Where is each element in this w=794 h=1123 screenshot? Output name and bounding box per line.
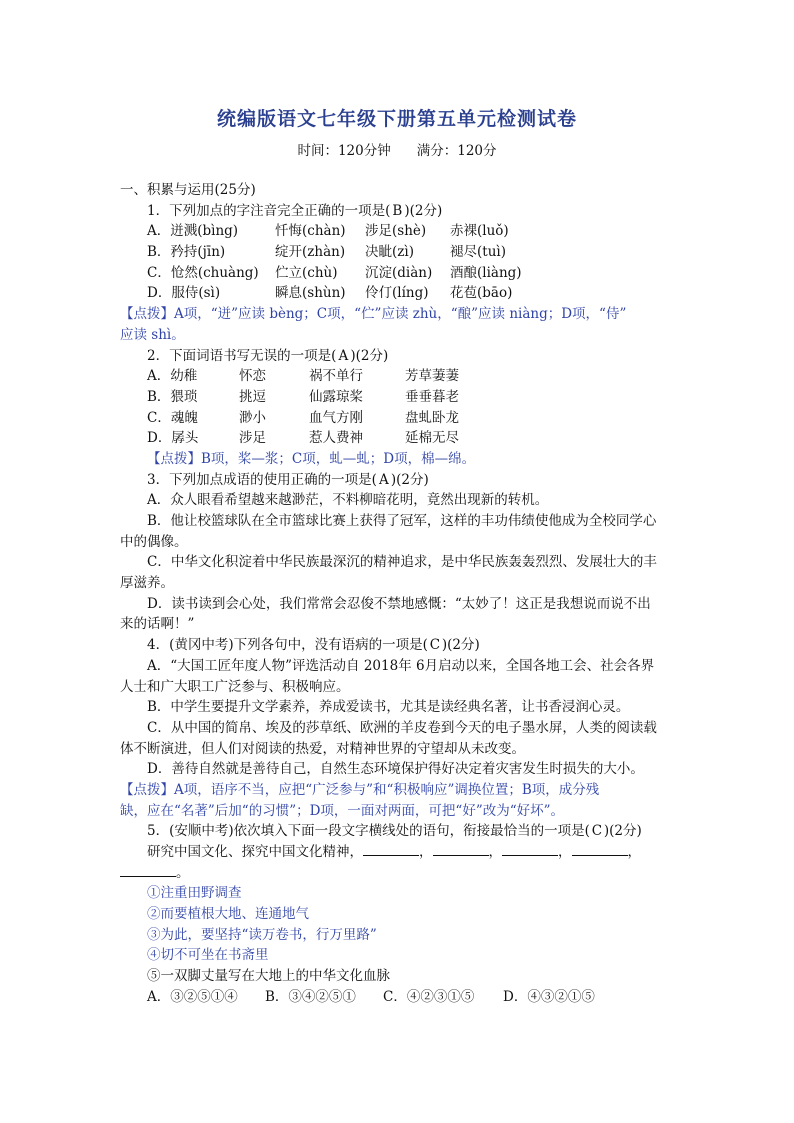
full-score: 满分：120分	[416, 143, 497, 159]
question-5-choices	[120, 987, 680, 1008]
choice-d: D．④③②①⑤	[503, 988, 595, 1005]
question-4-tip: 【点拨】A项，语序不当，应把“广泛参与”和“积极响应”调换位置；B项，成分残	[120, 781, 600, 798]
answer-blank[interactable]	[502, 842, 558, 856]
choice-b: B．③④②⑤①	[265, 988, 356, 1005]
question-3-option-c: C．中华文化积淀着中华民族最深沉的精神追求，是中华民族轰轰烈烈、发展壮大的丰	[147, 554, 657, 571]
question-1-option-d: D．服侍(sì) 瞬息(shùn) 伶仃(líng) 花苞(bāo)	[147, 285, 513, 302]
question-2-option-a: A．幼稚 怀恋 祸不单行 芳草萋萋	[147, 368, 459, 385]
question-5-answer: C	[591, 823, 603, 840]
question-2-option-d: D．孱头 涉足 惹人费神 延棉无尽	[147, 430, 459, 447]
time-limit: 时间：120分钟	[297, 143, 391, 159]
choice-a: A．③②⑤①④	[147, 988, 238, 1005]
exam-meta	[0, 139, 794, 159]
section-heading: 一、积累与运用(25分)	[120, 182, 256, 198]
question-3-option-a: A．众人眼看希望越来越渺茫，不料柳暗花明，竟然出现新的转机。	[147, 492, 549, 509]
question-2-option-c: C．魂魄 渺小 血气方刚 盘虬卧龙	[147, 409, 459, 426]
question-2-stem: 2．下面词语书写无误的一项是( A )(2分)	[120, 346, 680, 367]
question-3-option-d: D．读书读到会心处，我们常常会忍俊不禁地感慨：“太妙了！这正是我想说而说不出	[147, 595, 651, 612]
question-2-option-b: B．猥琐 挑逗 仙露琼桨 垂垂暮老	[147, 388, 459, 405]
question-1-stem: 1．下列加点的字注音完全正确的一项是( B )(2分)	[120, 201, 680, 222]
question-4-option-a: A．“大国工匠年度人物”评选活动自 2018年 6月启动以来，全国各地工会、社会各界	[147, 657, 655, 674]
question-5-item: ②而要植根大地、连通地气	[147, 906, 309, 923]
question-4-option-c-cont: 体不断演进，但人们对阅读的热爱，对精神世界的守望却从未改变。	[120, 740, 525, 757]
question-5-item: ①注重田野调查	[147, 885, 242, 902]
answer-blank[interactable]	[433, 842, 489, 856]
question-5-item: ⑤一双脚丈量写在大地上的中华文化血脉	[147, 968, 390, 985]
question-4-answer: C	[429, 637, 441, 654]
question-2-answer: A	[338, 347, 349, 364]
exam-content	[120, 180, 680, 1008]
question-4-option-c: C．从中国的简帛、埃及的莎草纸、欧洲的羊皮卷到今天的电子墨水屏，人类的阅读载	[147, 719, 657, 736]
question-3-option-c-cont: 厚滋养。	[120, 575, 174, 592]
question-3-stem: 3．下列加点成语的使用正确的一项是( A )(2分)	[120, 470, 680, 491]
answer-blank[interactable]	[363, 842, 419, 856]
question-4-tip-cont: 缺，应在“名著”后加“的习惯”；D项，一面对两面，可把“好”改为“好坏”。	[120, 802, 565, 819]
question-4-stem: 4．(黄冈中考)下列各句中，没有语病的一项是( C )(2分)	[120, 635, 680, 656]
question-4-option-a-cont: 人士和广大职工广泛参与、积极响应。	[120, 678, 350, 695]
choice-c: C．④②③①⑤	[383, 988, 475, 1005]
question-5-passage-cont: 。	[120, 863, 680, 884]
question-5-item: ③为此，要坚持“读万卷书，行万里路”	[147, 926, 377, 943]
question-5-item: ④切不可坐在书斋里	[147, 947, 269, 964]
answer-blank[interactable]	[120, 863, 176, 877]
question-3-option-b: B．他让校篮球队在全市篮球比赛上获得了冠军，这样的丰功伟绩使他成为全校同学心	[147, 513, 657, 529]
question-1-answer: B	[392, 202, 403, 219]
question-1-option-c: C．怆然(chuàng) 伫立(chù) 沉淀(diàn) 酒酿(liàng)	[147, 264, 522, 281]
question-1-tip-cont: 应读 shì。	[120, 326, 185, 343]
question-2-tip: 【点拨】B项，桨—浆；C项，虬—虬；D项，棉—绵。	[147, 450, 476, 467]
question-3-answer: A	[378, 471, 389, 488]
question-3-option-d-cont: 来的话啊！”	[120, 616, 195, 633]
question-1-option-b: B．矜持(jīn) 绽开(zhàn) 决眦(zì) 褪尽(tuì)	[147, 244, 506, 261]
question-1-option-a: A．迸溅(bìng) 忏悔(chàn) 涉足(shè) 赤裸(luǒ)	[147, 223, 509, 240]
question-4-option-d: D．善待自然就是善待自己，自然生态环境保护得好决定着灾害发生时损失的大小。	[147, 761, 644, 778]
question-1-tip: 【点拨】A项，“迸”应读 bèng；C项，“伫”应读 zhù，“酿”应读 niàng；D项，“侍”	[120, 306, 627, 323]
question-5-passage: 研究中国文化、探究中国文化精神， ， ， ， ，	[147, 844, 641, 860]
question-3-option-b-cont: 中的偶像。	[120, 533, 188, 550]
answer-blank[interactable]	[572, 842, 628, 856]
question-5-stem: 5．(安顺中考)依次填入下面一段文字横线处的语句，衔接最恰当的一项是( C )(2分)	[120, 821, 680, 842]
question-4-option-b: B．中学生要提升文学素养，养成爱读书，尤其是读经典名著，让书香浸润心灵。	[147, 699, 630, 716]
exam-title: 统编版语文七年级下册第五单元检测试卷	[216, 108, 577, 130]
